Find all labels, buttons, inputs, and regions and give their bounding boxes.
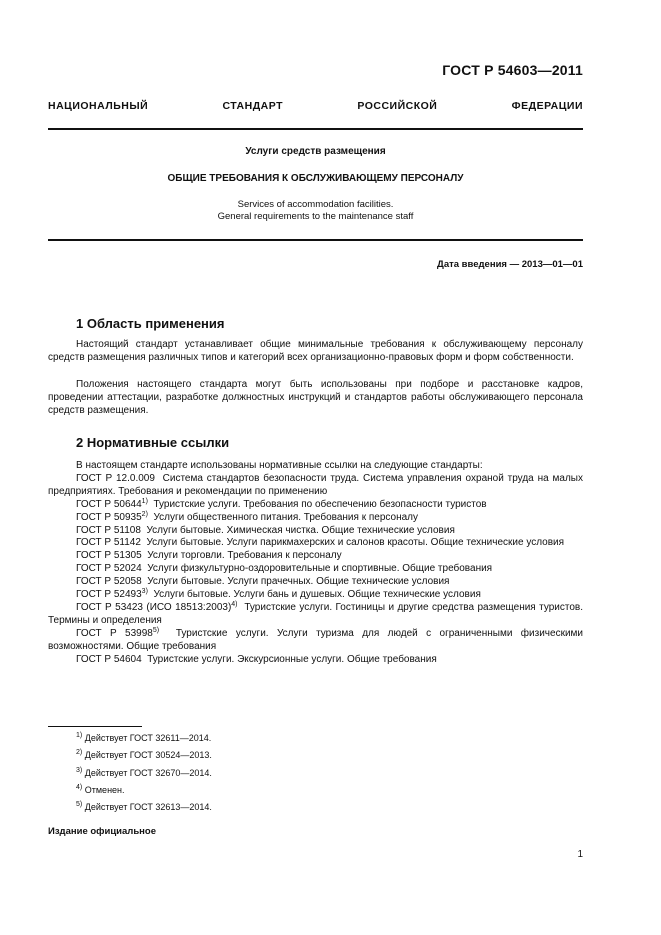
reference-item [48,576,583,589]
reference-item [48,654,583,667]
references-intro: В настоящем стандарте использованы нормативные ссылки на следующие стандарты: [76,460,483,471]
reference-code: ГОСТ Р 51108 [76,524,141,536]
reference-item [48,499,583,512]
section-1-paragraph-2: Положения настоящего стандарта могут быть использованы при подборе и расстановке кадров, проведении аттестации, разработке должностных инструкций и стандартов работы обслуживающего персонала средств размещения. [48,379,583,417]
footnote-item [76,782,212,799]
reference-item [48,512,583,525]
title-line-1: Услуги средств размещения [245,146,386,157]
reference-item [48,628,583,654]
english-title-line-1: Services of accommodation facilities. [237,199,394,210]
reference-title: Туристские услуги. Экскурсионные услуги. Общие требования [147,653,437,665]
reference-code: ГОСТ Р 51142 [76,537,141,549]
footnote-item [76,765,212,782]
reference-code: ГОСТ Р 51305 [76,550,142,562]
footnote-text: Отменен. [84,784,125,795]
footnote-item [76,730,212,747]
title-divider [48,239,583,241]
footnote-text: Действует ГОСТ 32670—2014. [84,767,212,778]
reference-item [48,473,583,499]
footnote-text: Действует ГОСТ 30524—2013. [84,750,212,761]
footnote-marker: 1) [141,497,148,505]
national-standard-banner: НАЦИОНАЛЬНЫЙ СТАНДАРТ РОССИЙСКОЙ ФЕДЕРАЦИИ [48,100,583,112]
footnote-mark: 1) [76,732,83,739]
footnote-mark: 4) [76,783,83,791]
reference-code: ГОСТ Р 53998 [76,627,153,639]
reference-title: Услуги общественного питания. Требования к персоналу [153,511,418,523]
reference-code: ГОСТ Р 54604 [76,653,142,665]
section-1-paragraph-1: Настоящий стандарт устанавливает общие минимальные требования к обслуживающему персоналу средств размещения различных типов и категорий всех организационно-правовых форм и форм собственности. [48,339,583,364]
header-divider [48,128,583,130]
footnote-text: Действует ГОСТ 32611—2014. [84,733,212,743]
reference-title: Система стандартов безопасности труда. Система управления охраной труда на малых предприятиях. Требования и рекомендации по применению [48,472,583,497]
page-number: 1 [577,849,583,860]
reference-title: Услуги физкультурно-оздоровительные и спортивные. Общие требования [147,563,493,575]
reference-title: Туристские услуги. Услуги туризма для людей с ограниченными физическими возможностями. Общие требования [48,627,583,652]
footnote-item [76,799,212,816]
reference-title: Услуги бытовые. Услуги прачечных. Общие технические условия [147,576,450,588]
footnote-marker: 5) [152,626,160,634]
introduction-date: Дата введения — 2013—01—01 [437,259,583,270]
reference-code: ГОСТ Р 50644 [76,498,142,510]
footnote-text: Действует ГОСТ 32613—2014. [84,802,212,813]
section-2-heading: 2 Нормативные ссылки [76,435,230,450]
normative-references-list [48,460,583,667]
reference-title: Туристские услуги. Гостиницы и другие средства размещения туристов. Термины и определения [48,601,583,626]
reference-title: Услуги торговли. Требования к персоналу [147,550,342,562]
footnote-divider [48,726,142,727]
english-title-line-2: General requirements to the maintenance staff [217,211,414,222]
reference-code: ГОСТ Р 12.0.009 [76,472,155,484]
reference-title: Туристские услуги. Требования по обеспечению безопасности туристов [153,498,487,510]
footnote-marker: 4) [231,600,238,608]
footnote-marker: 3) [141,588,148,596]
reference-code: ГОСТ Р 50935 [76,511,142,523]
reference-item [48,537,583,550]
footnote-mark: 3) [76,766,83,774]
footnote-mark: 5) [76,801,83,809]
footnote-mark: 2) [76,749,83,757]
footnote-item [76,747,212,764]
english-title [48,199,583,223]
reference-code: ГОСТ Р 53423 (ИСО 18513:2003) [76,601,232,613]
references [48,473,583,667]
reference-code: ГОСТ Р 52493 [76,589,142,601]
section-1-heading: 1 Область применения [76,316,225,331]
reference-item [48,550,583,563]
title-line-2: ОБЩИЕ ТРЕБОВАНИЯ К ОБСЛУЖИВАЮЩЕМУ ПЕРСОНАЛУ [167,173,464,184]
reference-title: Услуги бытовые. Услуги парикмахерских и салонов красоты. Общие технические условия [146,537,565,549]
footnotes [76,730,212,816]
reference-item [48,525,583,538]
official-edition-label: Издание официальное [48,826,156,837]
reference-item [48,563,583,576]
document-code: ГОСТ Р 54603—2011 [442,62,583,78]
reference-item [48,602,583,628]
footnote-marker: 2) [141,510,148,518]
reference-code: ГОСТ Р 52058 [76,576,142,588]
reference-code: ГОСТ Р 52024 [76,563,142,575]
reference-item [48,589,583,602]
reference-title: Услуги бытовые. Услуги бань и душевых. Общие технические условия [153,589,481,601]
reference-title: Услуги бытовые. Химическая чистка. Общие технические условия [146,524,455,536]
